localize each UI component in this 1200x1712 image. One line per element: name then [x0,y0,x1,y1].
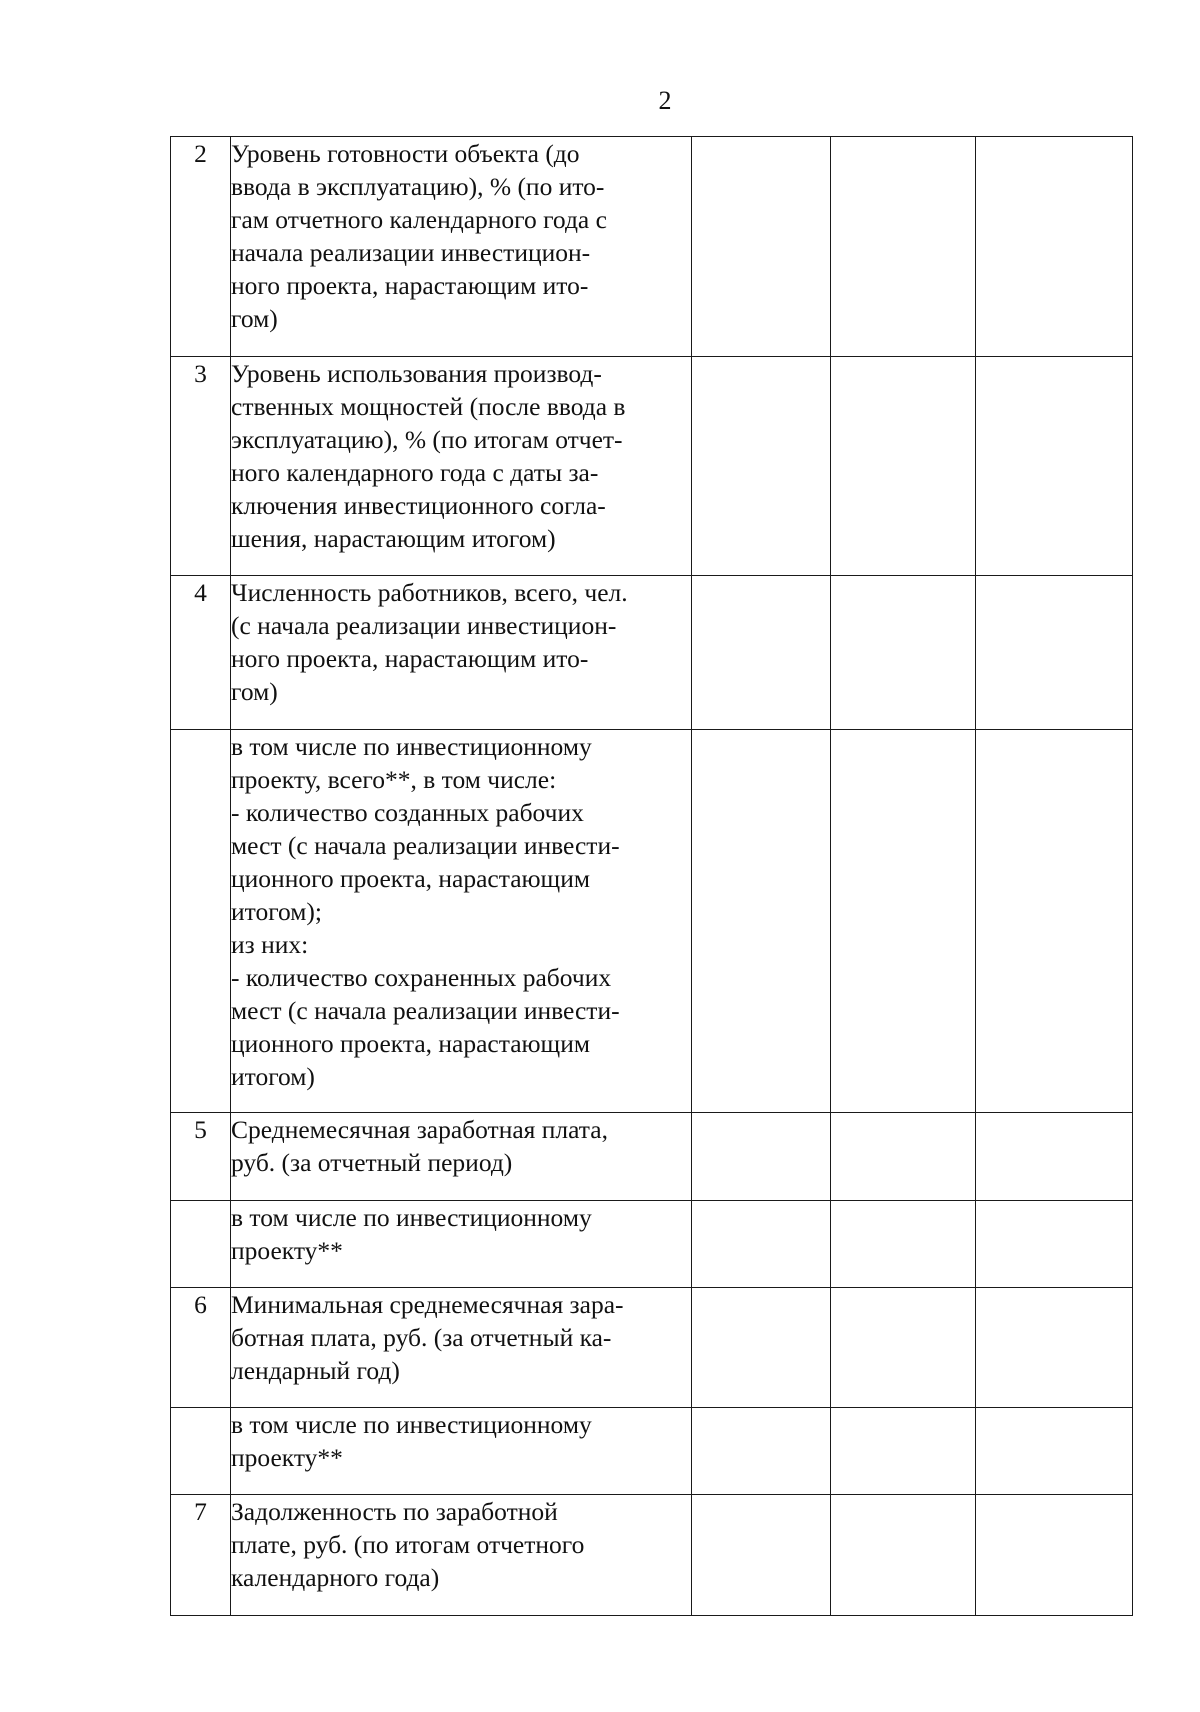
description-line: проекту** [231,1236,343,1265]
row-number: 3 [171,357,231,576]
value-cell [831,357,976,576]
description-line: (с начала реализации инвестицион- [231,611,617,640]
description-line: ввода в эксплуатацию), % (по ито- [231,172,605,201]
row-description [231,1201,692,1288]
description-line: ного календарного года с даты за- [231,458,599,487]
description-line: гам отчетного календарного года с [231,205,607,234]
value-cell [831,137,976,357]
table-row [171,1408,1133,1495]
value-cell [976,730,1133,1113]
value-cell [976,1288,1133,1408]
row-number: 5 [171,1113,231,1201]
row-number [171,1201,231,1288]
page-number: 2 [658,86,672,115]
row-number [171,730,231,1113]
description-line: ного проекта, нарастающим ито- [231,271,589,300]
value-cell [976,576,1133,730]
description-line: итогом); [231,897,323,926]
description-line: гом) [231,304,278,333]
row-description [231,1288,692,1408]
value-cell [692,1408,831,1495]
value-cell [692,576,831,730]
table-row [171,1201,1133,1288]
row-description [231,357,692,576]
row-number: 7 [171,1495,231,1616]
description-line: гом) [231,677,278,706]
table-row [171,1288,1133,1408]
value-cell [831,730,976,1113]
row-description [231,730,692,1113]
value-cell [976,1495,1133,1616]
description-line: начала реализации инвестицион- [231,238,591,267]
value-cell [692,1201,831,1288]
row-description [231,576,692,730]
value-cell [831,1201,976,1288]
description-line: ственных мощностей (после ввода в [231,392,626,421]
description-line: - количество сохраненных рабочих [231,963,612,992]
row-number: 2 [171,137,231,357]
table-row [171,1495,1133,1616]
value-cell [831,1408,976,1495]
description-line: Уровень готовности объекта (до [231,139,580,168]
description-line: шения, нарастающим итогом) [231,524,556,553]
table-row [171,730,1133,1113]
value-cell [831,1288,976,1408]
description-line: руб. (за отчетный период) [231,1148,513,1177]
description-line: ботная плата, руб. (за отчетный ка- [231,1323,612,1352]
description-line: итогом) [231,1062,315,1091]
value-cell [692,1288,831,1408]
description-line: Уровень использования производ- [231,359,602,388]
description-line: календарного года) [231,1563,440,1592]
description-line: в том числе по инвестиционному [231,1410,592,1439]
value-cell [692,137,831,357]
description-line: мест (с начала реализации инвести- [231,831,620,860]
row-description [231,1113,692,1201]
description-line: мест (с начала реализации инвести- [231,996,620,1025]
description-line: ционного проекта, нарастающим [231,1029,590,1058]
table-row [171,137,1133,357]
value-cell [692,1495,831,1616]
description-line: ционного проекта, нарастающим [231,864,590,893]
value-cell [692,730,831,1113]
value-cell [692,357,831,576]
value-cell [976,137,1133,357]
description-line: Численность работников, всего, чел. [231,578,628,607]
value-cell [976,1113,1133,1201]
table-row [171,576,1133,730]
description-line: из них: [231,930,309,959]
description-line: Среднемесячная заработная плата, [231,1115,608,1144]
description-line: плате, руб. (по итогам отчетного [231,1530,585,1559]
row-number: 6 [171,1288,231,1408]
value-cell [976,1201,1133,1288]
value-cell [976,1408,1133,1495]
description-line: - количество созданных рабочих [231,798,584,827]
description-line: Минимальная среднемесячная зара- [231,1290,624,1319]
description-line: ного проекта, нарастающим ито- [231,644,589,673]
table-row [171,1113,1133,1201]
value-cell [976,357,1133,576]
row-number [171,1408,231,1495]
description-line: проекту** [231,1443,343,1472]
value-cell [831,576,976,730]
value-cell [831,1113,976,1201]
description-line: в том числе по инвестиционному [231,1203,592,1232]
row-number: 4 [171,576,231,730]
description-line: в том числе по инвестиционному [231,732,592,761]
value-cell [831,1495,976,1616]
description-line: ключения инвестиционного согла- [231,491,606,520]
report-table [170,136,1133,1616]
row-description [231,1408,692,1495]
description-line: лендарный год) [231,1356,400,1385]
description-line: проекту, всего**, в том числе: [231,765,557,794]
table-row [171,357,1133,576]
description-line: эксплуатацию), % (по итогам отчет- [231,425,623,454]
row-description [231,137,692,357]
description-line: Задолженность по заработной [231,1497,558,1526]
row-description [231,1495,692,1616]
value-cell [692,1113,831,1201]
